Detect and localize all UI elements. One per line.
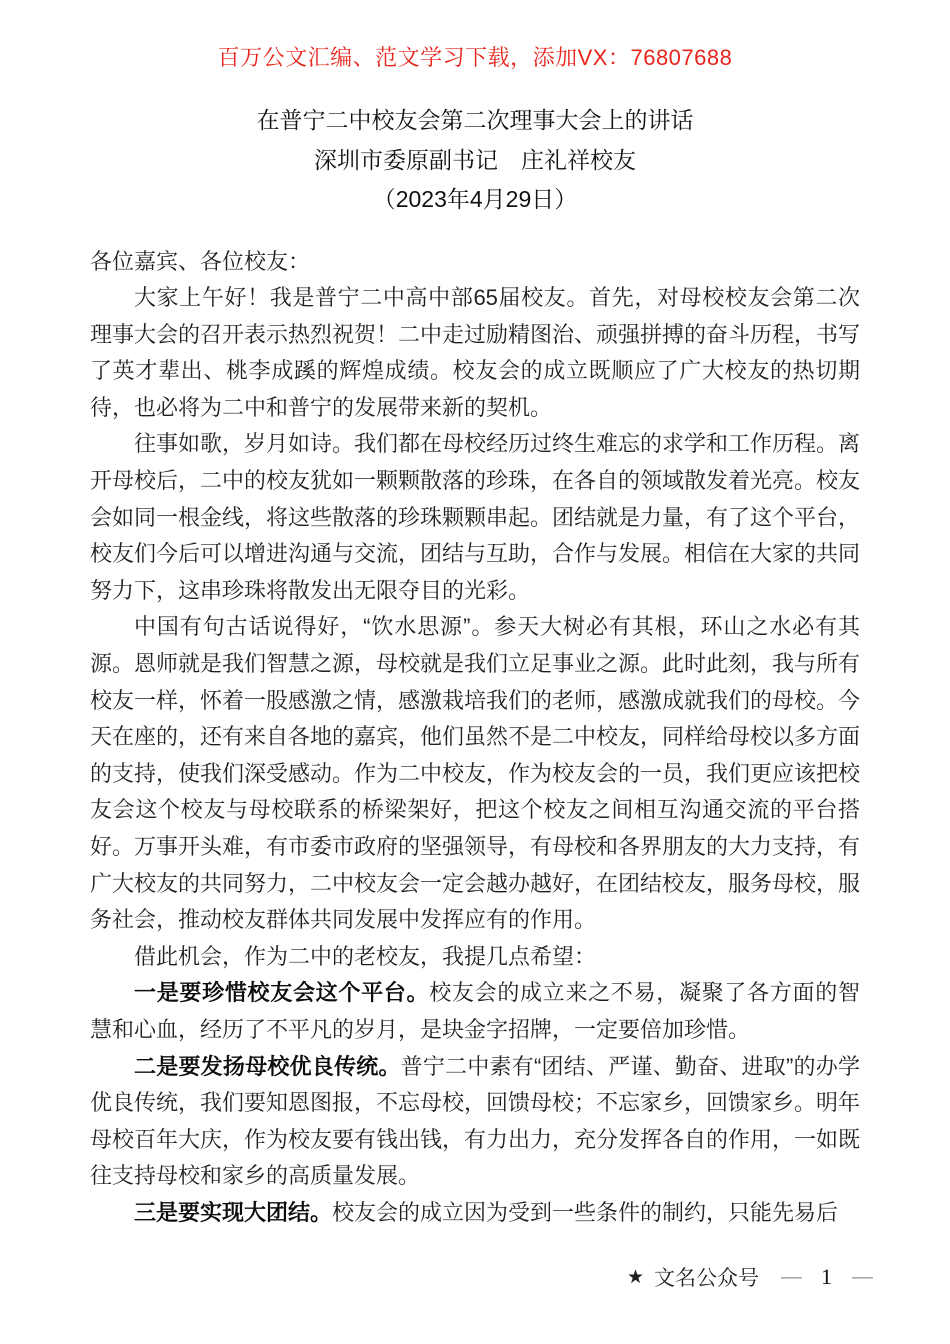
paragraph-lead-bold: 二是要发扬母校优良传统。 [134, 1053, 401, 1079]
document-title: 在普宁二中校友会第二次理事大会上的讲话 [256, 107, 694, 133]
paragraph: 各位嘉宾、各位校友： [90, 248, 311, 274]
footer-brand-label: 文名公众号 [654, 1267, 759, 1290]
paragraph: 一是要珍惜校友会这个平台。校友会的成立来之不易，凝聚了各方面的智慧和心血，经历了不平凡的岁月，是块金字招牌，一定要倍加珍惜。 [90, 980, 860, 1042]
paragraph: 三是要实现大团结。校友会的成立因为受到一些条件的制约，只能先易后 [134, 1199, 839, 1225]
page-footer [627, 1262, 872, 1292]
paragraph: 借此机会，作为二中的老校友，我提几点希望： [134, 943, 597, 969]
paragraph: 大家上午好！我是普宁二中高中部65届校友。首先，对母校校友会第二次理事大会的召开表示热烈祝贺！二中走过励精图治、顽强拼搏的奋斗历程，书写了英才辈出、桃李成蹊的辉煌成绩。校友会的成立既顺应了广大校友的热切期待，也必将为二中和普宁的发展带来新的契机。 [90, 285, 861, 420]
promo-banner: 百万公文汇编、范文学习下载，添加VX：76807688 [217, 45, 733, 70]
paragraph: 二是要发扬母校优良传统。普宁二中素有“团结、严谨、勤奋、进取”的办学优良传统，我们要知恩图报，不忘母校，回馈母校；不忘家乡，回馈家乡。明年母校百年大庆，作为校友要有钱出钱，有力出力，充分发挥各自的作用，一如既往支持母校和家乡的高质量发展。 [90, 1053, 861, 1189]
star-icon: ★ [626, 1266, 644, 1288]
paragraph-lead-bold: 三是要实现大团结。 [134, 1199, 333, 1225]
footer-dash-right: — [852, 1265, 872, 1288]
page-number: 1 [821, 1264, 832, 1289]
paragraph-lead-bold: 一是要珍惜校友会这个平台。 [134, 980, 430, 1006]
paragraph: 往事如歌，岁月如诗。我们都在母校经历过终生难忘的求学和工作历程。离开母校后，二中的校友犹如一颗颗散落的珍珠，在各自的领域散发着光亮。校友会如同一根金线，将这些散落的珍珠颗颗串起。团结就是力量，有了这个平台，校友们今后可以增进沟通与交流，团结与互助，合作与发展。相信在大家的共同努力下，这串珍珠将散发出无限夺目的光彩。 [90, 431, 861, 603]
document-speaker: 深圳市委原副书记 庄礼祥校友 [314, 146, 636, 173]
document-date: （2023年4月29日） [372, 186, 578, 212]
title-block [90, 101, 860, 220]
footer-dash-left: — [781, 1265, 801, 1288]
paragraph: 中国有句古话说得好，“饮水思源”。参天大树必有其根，环山之水必有其源。恩师就是我们智慧之源，母校就是我们立足事业之源。此时此刻，我与所有校友一样，怀着一股感激之情，感激栽培我们的老师，感激成就我们的母校。今天在座的，还有来自各地的嘉宾，他们虽然不是二中校友，同样给母校以多方面的支持，使我们深受感动。作为二中校友，作为校友会的一员，我们更应该把校友会这个校友与母校联系的桥梁架好，把这个校友之间相互沟通交流的平台搭好。万事开头难，有市委市政府的坚强领导，有母校和各界朋友的大力支持，有广大校友的共同努力，二中校友会一定会越办越好，在团结校友，服务母校，服务社会，推动校友群体共同发展中发挥应有的作用。 [90, 614, 861, 933]
document-page [90, 0, 860, 1232]
body-paragraphs [90, 244, 860, 1232]
